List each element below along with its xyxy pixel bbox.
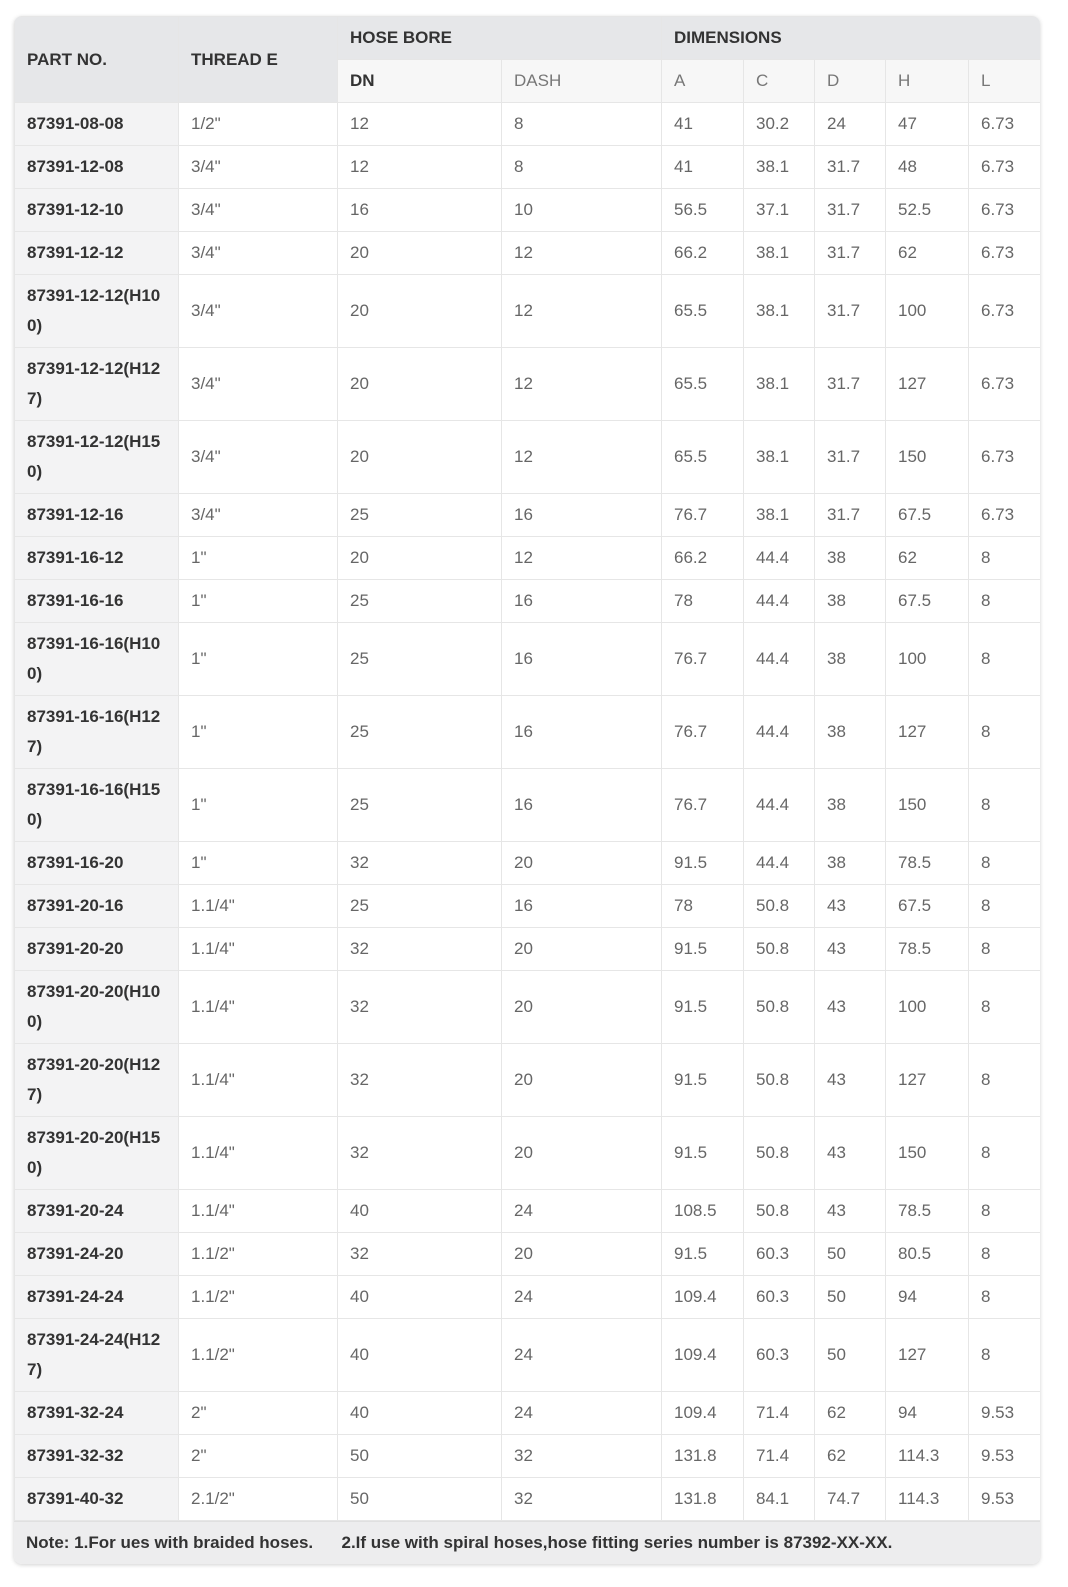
cell-dash: 16 — [502, 494, 662, 537]
cell-l: 8 — [969, 1319, 1041, 1392]
cell-dash: 16 — [502, 623, 662, 696]
cell-a: 91.5 — [662, 1117, 744, 1190]
cell-thread: 1/2" — [179, 103, 338, 146]
table-row — [15, 1435, 1041, 1478]
cell-thread: 3/4" — [179, 146, 338, 189]
cell-h: 62 — [886, 232, 969, 275]
cell-part: 87391-16-16 — [15, 580, 179, 623]
cell-part: 87391-08-08 — [15, 103, 179, 146]
cell-dash: 12 — [502, 275, 662, 348]
table-row — [15, 537, 1041, 580]
cell-a: 76.7 — [662, 769, 744, 842]
cell-d: 38 — [815, 696, 886, 769]
cell-dn: 32 — [338, 971, 502, 1044]
table-row — [15, 1044, 1041, 1117]
header-l: L — [969, 60, 1041, 103]
cell-dash: 20 — [502, 1044, 662, 1117]
cell-a: 109.4 — [662, 1392, 744, 1435]
cell-d: 31.7 — [815, 275, 886, 348]
cell-part: 87391-20-20(H127) — [15, 1044, 179, 1117]
header-dimensions: DIMENSIONS — [662, 17, 1041, 60]
cell-c: 50.8 — [744, 885, 815, 928]
cell-l: 8 — [969, 1233, 1041, 1276]
cell-h: 78.5 — [886, 928, 969, 971]
cell-h: 67.5 — [886, 580, 969, 623]
cell-part: 87391-16-12 — [15, 537, 179, 580]
cell-part: 87391-24-24(H127) — [15, 1319, 179, 1392]
cell-d: 43 — [815, 971, 886, 1044]
cell-part: 87391-16-16(H127) — [15, 696, 179, 769]
cell-dash: 12 — [502, 537, 662, 580]
cell-thread: 1" — [179, 623, 338, 696]
cell-l: 9.53 — [969, 1478, 1041, 1521]
cell-dash: 24 — [502, 1319, 662, 1392]
cell-l: 8 — [969, 928, 1041, 971]
cell-dn: 25 — [338, 696, 502, 769]
cell-dn: 20 — [338, 275, 502, 348]
cell-a: 76.7 — [662, 623, 744, 696]
table-row — [15, 885, 1041, 928]
cell-c: 44.4 — [744, 769, 815, 842]
cell-a: 131.8 — [662, 1478, 744, 1521]
cell-part: 87391-12-12(H100) — [15, 275, 179, 348]
cell-dash: 24 — [502, 1392, 662, 1435]
cell-thread: 1.1/4" — [179, 1044, 338, 1117]
cell-c: 38.1 — [744, 232, 815, 275]
cell-dn: 32 — [338, 1117, 502, 1190]
cell-d: 38 — [815, 842, 886, 885]
cell-dash: 20 — [502, 842, 662, 885]
cell-c: 38.1 — [744, 421, 815, 494]
cell-thread: 1" — [179, 580, 338, 623]
cell-h: 67.5 — [886, 885, 969, 928]
cell-a: 66.2 — [662, 232, 744, 275]
cell-part: 87391-12-12 — [15, 232, 179, 275]
cell-dn: 50 — [338, 1435, 502, 1478]
cell-h: 127 — [886, 348, 969, 421]
cell-thread: 1.1/4" — [179, 1117, 338, 1190]
cell-h: 150 — [886, 421, 969, 494]
cell-thread: 1" — [179, 696, 338, 769]
cell-l: 8 — [969, 623, 1041, 696]
cell-l: 8 — [969, 885, 1041, 928]
cell-thread: 1.1/4" — [179, 885, 338, 928]
cell-d: 31.7 — [815, 421, 886, 494]
cell-h: 150 — [886, 1117, 969, 1190]
table-row — [15, 696, 1041, 769]
cell-c: 30.2 — [744, 103, 815, 146]
cell-h: 48 — [886, 146, 969, 189]
cell-a: 109.4 — [662, 1276, 744, 1319]
cell-thread: 1.1/2" — [179, 1276, 338, 1319]
cell-dash: 8 — [502, 146, 662, 189]
table-row — [15, 348, 1041, 421]
cell-c: 44.4 — [744, 580, 815, 623]
cell-d: 62 — [815, 1435, 886, 1478]
table-row — [15, 842, 1041, 885]
spec-table — [14, 16, 1040, 1521]
cell-part: 87391-32-24 — [15, 1392, 179, 1435]
cell-h: 67.5 — [886, 494, 969, 537]
cell-thread: 1.1/4" — [179, 1190, 338, 1233]
cell-a: 65.5 — [662, 348, 744, 421]
cell-thread: 3/4" — [179, 348, 338, 421]
cell-dash: 16 — [502, 885, 662, 928]
cell-c: 50.8 — [744, 1044, 815, 1117]
table-note: Note: 1.For ues with braided hoses. 2.If use with spiral hoses,hose fitting series number is 87392-XX-XX. — [14, 1521, 1040, 1564]
cell-a: 91.5 — [662, 971, 744, 1044]
cell-h: 78.5 — [886, 1190, 969, 1233]
cell-h: 100 — [886, 623, 969, 696]
cell-dn: 12 — [338, 103, 502, 146]
cell-thread: 3/4" — [179, 494, 338, 537]
header-d: D — [815, 60, 886, 103]
cell-l: 8 — [969, 696, 1041, 769]
cell-thread: 1.1/2" — [179, 1233, 338, 1276]
cell-a: 76.7 — [662, 696, 744, 769]
cell-d: 38 — [815, 769, 886, 842]
cell-c: 50.8 — [744, 928, 815, 971]
header-hose-bore: HOSE BORE — [338, 17, 662, 60]
cell-thread: 2.1/2" — [179, 1478, 338, 1521]
cell-h: 52.5 — [886, 189, 969, 232]
table-body — [15, 103, 1041, 1521]
cell-part: 87391-40-32 — [15, 1478, 179, 1521]
cell-a: 56.5 — [662, 189, 744, 232]
cell-c: 71.4 — [744, 1435, 815, 1478]
table-row — [15, 1233, 1041, 1276]
cell-part: 87391-16-16(H150) — [15, 769, 179, 842]
cell-dn: 40 — [338, 1319, 502, 1392]
cell-a: 65.5 — [662, 275, 744, 348]
cell-c: 38.1 — [744, 146, 815, 189]
cell-dn: 40 — [338, 1392, 502, 1435]
cell-l: 8 — [969, 971, 1041, 1044]
cell-dn: 25 — [338, 769, 502, 842]
cell-part: 87391-12-10 — [15, 189, 179, 232]
cell-l: 6.73 — [969, 421, 1041, 494]
cell-d: 74.7 — [815, 1478, 886, 1521]
cell-dash: 10 — [502, 189, 662, 232]
cell-dn: 12 — [338, 146, 502, 189]
table-row — [15, 1392, 1041, 1435]
cell-dn: 32 — [338, 1233, 502, 1276]
cell-a: 91.5 — [662, 1044, 744, 1117]
cell-part: 87391-32-32 — [15, 1435, 179, 1478]
cell-h: 62 — [886, 537, 969, 580]
cell-dash: 16 — [502, 696, 662, 769]
cell-c: 44.4 — [744, 537, 815, 580]
cell-l: 8 — [969, 580, 1041, 623]
cell-thread: 3/4" — [179, 232, 338, 275]
cell-c: 50.8 — [744, 1190, 815, 1233]
cell-dn: 25 — [338, 623, 502, 696]
header-dash: DASH — [502, 60, 662, 103]
cell-d: 38 — [815, 623, 886, 696]
cell-c: 50.8 — [744, 971, 815, 1044]
table-header — [15, 17, 1041, 103]
cell-a: 91.5 — [662, 1233, 744, 1276]
table-row — [15, 1478, 1041, 1521]
cell-c: 44.4 — [744, 696, 815, 769]
cell-part: 87391-20-20 — [15, 928, 179, 971]
cell-dn: 40 — [338, 1190, 502, 1233]
cell-d: 31.7 — [815, 146, 886, 189]
cell-c: 44.4 — [744, 623, 815, 696]
header-dn: DN — [338, 60, 502, 103]
cell-dash: 20 — [502, 1233, 662, 1276]
cell-part: 87391-24-24 — [15, 1276, 179, 1319]
cell-dash: 20 — [502, 971, 662, 1044]
cell-l: 6.73 — [969, 146, 1041, 189]
cell-thread: 1.1/4" — [179, 928, 338, 971]
cell-c: 60.3 — [744, 1276, 815, 1319]
cell-part: 87391-12-12(H127) — [15, 348, 179, 421]
cell-dash: 20 — [502, 1117, 662, 1190]
cell-d: 43 — [815, 928, 886, 971]
cell-dash: 8 — [502, 103, 662, 146]
cell-dn: 20 — [338, 421, 502, 494]
table-row — [15, 971, 1041, 1044]
cell-a: 109.4 — [662, 1319, 744, 1392]
cell-dn: 32 — [338, 928, 502, 971]
cell-l: 8 — [969, 1117, 1041, 1190]
cell-thread: 3/4" — [179, 189, 338, 232]
table-row — [15, 623, 1041, 696]
cell-part: 87391-24-20 — [15, 1233, 179, 1276]
cell-dash: 16 — [502, 580, 662, 623]
cell-part: 87391-20-16 — [15, 885, 179, 928]
cell-thread: 1.1/4" — [179, 971, 338, 1044]
cell-part: 87391-16-16(H100) — [15, 623, 179, 696]
cell-h: 150 — [886, 769, 969, 842]
cell-a: 41 — [662, 103, 744, 146]
table-row — [15, 1319, 1041, 1392]
cell-h: 114.3 — [886, 1435, 969, 1478]
cell-l: 6.73 — [969, 189, 1041, 232]
cell-d: 43 — [815, 1117, 886, 1190]
cell-part: 87391-12-12(H150) — [15, 421, 179, 494]
table-row — [15, 494, 1041, 537]
cell-d: 50 — [815, 1319, 886, 1392]
cell-dn: 50 — [338, 1478, 502, 1521]
table-row — [15, 1190, 1041, 1233]
cell-d: 38 — [815, 580, 886, 623]
cell-a: 65.5 — [662, 421, 744, 494]
cell-d: 38 — [815, 537, 886, 580]
cell-l: 6.73 — [969, 232, 1041, 275]
cell-thread: 3/4" — [179, 421, 338, 494]
cell-h: 47 — [886, 103, 969, 146]
cell-h: 127 — [886, 696, 969, 769]
cell-dash: 20 — [502, 928, 662, 971]
cell-dn: 16 — [338, 189, 502, 232]
table-row — [15, 421, 1041, 494]
cell-thread: 1" — [179, 842, 338, 885]
cell-thread: 1.1/2" — [179, 1319, 338, 1392]
cell-l: 8 — [969, 1276, 1041, 1319]
cell-dash: 32 — [502, 1478, 662, 1521]
cell-thread: 3/4" — [179, 275, 338, 348]
cell-c: 60.3 — [744, 1319, 815, 1392]
cell-l: 6.73 — [969, 103, 1041, 146]
cell-part: 87391-20-20(H100) — [15, 971, 179, 1044]
cell-dash: 12 — [502, 348, 662, 421]
table-row — [15, 189, 1041, 232]
cell-h: 80.5 — [886, 1233, 969, 1276]
cell-h: 127 — [886, 1319, 969, 1392]
cell-c: 44.4 — [744, 842, 815, 885]
cell-d: 24 — [815, 103, 886, 146]
cell-dn: 25 — [338, 580, 502, 623]
cell-l: 9.53 — [969, 1392, 1041, 1435]
cell-l: 6.73 — [969, 275, 1041, 348]
table-row — [15, 580, 1041, 623]
cell-l: 8 — [969, 769, 1041, 842]
cell-l: 8 — [969, 537, 1041, 580]
cell-part: 87391-12-08 — [15, 146, 179, 189]
cell-c: 71.4 — [744, 1392, 815, 1435]
cell-l: 6.73 — [969, 348, 1041, 421]
cell-c: 84.1 — [744, 1478, 815, 1521]
cell-h: 100 — [886, 275, 969, 348]
table-row — [15, 1276, 1041, 1319]
cell-h: 94 — [886, 1392, 969, 1435]
table-row — [15, 1117, 1041, 1190]
cell-dn: 20 — [338, 232, 502, 275]
cell-thread: 2" — [179, 1435, 338, 1478]
table-row — [15, 103, 1041, 146]
cell-dn: 20 — [338, 348, 502, 421]
cell-a: 66.2 — [662, 537, 744, 580]
cell-h: 100 — [886, 971, 969, 1044]
cell-dn: 32 — [338, 1044, 502, 1117]
cell-a: 78 — [662, 885, 744, 928]
cell-d: 31.7 — [815, 494, 886, 537]
cell-d: 31.7 — [815, 348, 886, 421]
header-h: H — [886, 60, 969, 103]
cell-part: 87391-20-20(H150) — [15, 1117, 179, 1190]
header-part-no: PART NO. — [15, 17, 179, 103]
cell-d: 43 — [815, 1044, 886, 1117]
cell-d: 62 — [815, 1392, 886, 1435]
cell-h: 114.3 — [886, 1478, 969, 1521]
cell-a: 131.8 — [662, 1435, 744, 1478]
cell-l: 8 — [969, 1190, 1041, 1233]
cell-part: 87391-16-20 — [15, 842, 179, 885]
header-thread: THREAD E — [179, 17, 338, 103]
cell-a: 108.5 — [662, 1190, 744, 1233]
cell-a: 91.5 — [662, 842, 744, 885]
cell-d: 31.7 — [815, 189, 886, 232]
cell-l: 8 — [969, 842, 1041, 885]
cell-l: 9.53 — [969, 1435, 1041, 1478]
cell-a: 91.5 — [662, 928, 744, 971]
cell-d: 31.7 — [815, 232, 886, 275]
cell-part: 87391-20-24 — [15, 1190, 179, 1233]
cell-d: 50 — [815, 1233, 886, 1276]
cell-dn: 20 — [338, 537, 502, 580]
header-c: C — [744, 60, 815, 103]
cell-a: 41 — [662, 146, 744, 189]
cell-c: 60.3 — [744, 1233, 815, 1276]
spec-table-card — [14, 16, 1040, 1564]
cell-c: 38.1 — [744, 494, 815, 537]
table-row — [15, 275, 1041, 348]
cell-dn: 40 — [338, 1276, 502, 1319]
cell-dash: 24 — [502, 1190, 662, 1233]
cell-a: 76.7 — [662, 494, 744, 537]
cell-c: 38.1 — [744, 348, 815, 421]
table-row — [15, 232, 1041, 275]
cell-h: 127 — [886, 1044, 969, 1117]
cell-dash: 12 — [502, 421, 662, 494]
table-row — [15, 928, 1041, 971]
cell-thread: 2" — [179, 1392, 338, 1435]
cell-d: 43 — [815, 885, 886, 928]
cell-h: 94 — [886, 1276, 969, 1319]
cell-d: 50 — [815, 1276, 886, 1319]
cell-part: 87391-12-16 — [15, 494, 179, 537]
cell-dash: 12 — [502, 232, 662, 275]
cell-dash: 32 — [502, 1435, 662, 1478]
cell-thread: 1" — [179, 537, 338, 580]
cell-thread: 1" — [179, 769, 338, 842]
cell-l: 8 — [969, 1044, 1041, 1117]
cell-c: 38.1 — [744, 275, 815, 348]
header-a: A — [662, 60, 744, 103]
cell-dn: 25 — [338, 494, 502, 537]
cell-a: 78 — [662, 580, 744, 623]
cell-c: 50.8 — [744, 1117, 815, 1190]
cell-dash: 16 — [502, 769, 662, 842]
cell-h: 78.5 — [886, 842, 969, 885]
cell-dash: 24 — [502, 1276, 662, 1319]
table-row — [15, 146, 1041, 189]
cell-dn: 32 — [338, 842, 502, 885]
cell-l: 6.73 — [969, 494, 1041, 537]
table-row — [15, 769, 1041, 842]
cell-d: 43 — [815, 1190, 886, 1233]
cell-dn: 25 — [338, 885, 502, 928]
cell-c: 37.1 — [744, 189, 815, 232]
